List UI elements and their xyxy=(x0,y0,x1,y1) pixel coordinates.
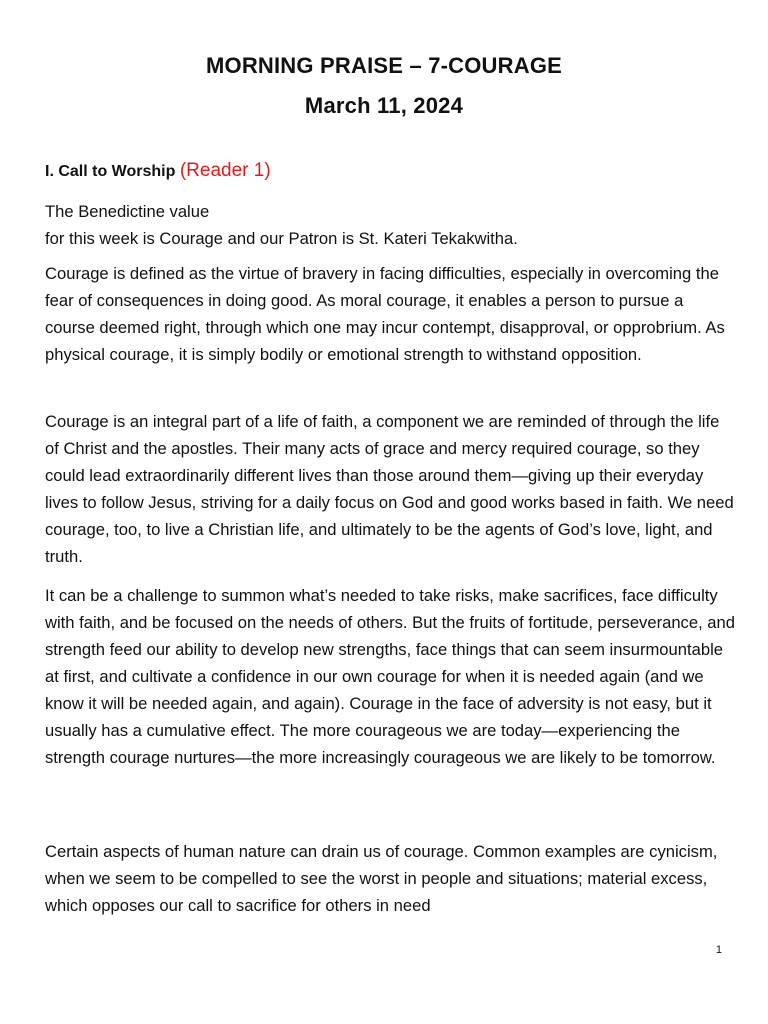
reader-label: (Reader 1) xyxy=(179,160,271,181)
paragraph-life-of-faith: Courage is an integral part of a life of faith, a component we are reminded of through the life of Christ and the apostles. Their many acts of grace and mercy required courage, so they could lead extraordinarily different lives than those around them—giving up their everyday lives to follow Jesus, striving for a daily focus on God and good works based in faith. We need courage, too, to live a Christian life, and ultimately to be the agents of God’s love, light, and truth. xyxy=(45,412,734,566)
section-heading-label: I. Call to Worship xyxy=(45,163,176,180)
document-title: MORNING PRAISE – 7-COURAGE xyxy=(205,53,563,78)
paragraph-human-nature: Certain aspects of human nature can drain us of courage. Common examples are cynicism, when we seem to be compelled to see the worst in people and situations; material excess, which opposes our call to sacrifice for others in need xyxy=(45,842,718,915)
paragraph-benedictine-value: The Benedictine value for this week is Courage and our Patron is St. Kateri Tekakwitha. xyxy=(45,202,518,248)
paragraph-courage-definition: Courage is defined as the virtue of bravery in facing difficulties, especially in overcoming the fear of consequences in doing good. As moral courage, it enables a person to pursue a course deemed right, through which one may incur contempt, disapproval, or opprobrium. As physical courage, it is simply bodily or emotional strength to withstand opposition. xyxy=(45,264,725,364)
paragraph-challenge: It can be a challenge to summon what’s needed to take risks, make sacrifices, face difficulty with faith, and be focused on the needs of others. But the fruits of fortitude, perseverance, and strength feed our ability to develop new strengths, face things that can seem insurmountable at first, and cultivate a confidence in our own courage for when it is needed again (and we know it will be needed again, and again). Courage in the face of adversity is not easy, but it usually has a cumulative effect. The more courageous we are today—experiencing the strength courage nurtures—the more increasingly courageous we are likely to be tomorrow. xyxy=(45,586,735,767)
document-date: March 11, 2024 xyxy=(304,93,464,118)
page-number: 1 xyxy=(715,944,722,956)
section-heading xyxy=(45,160,271,182)
